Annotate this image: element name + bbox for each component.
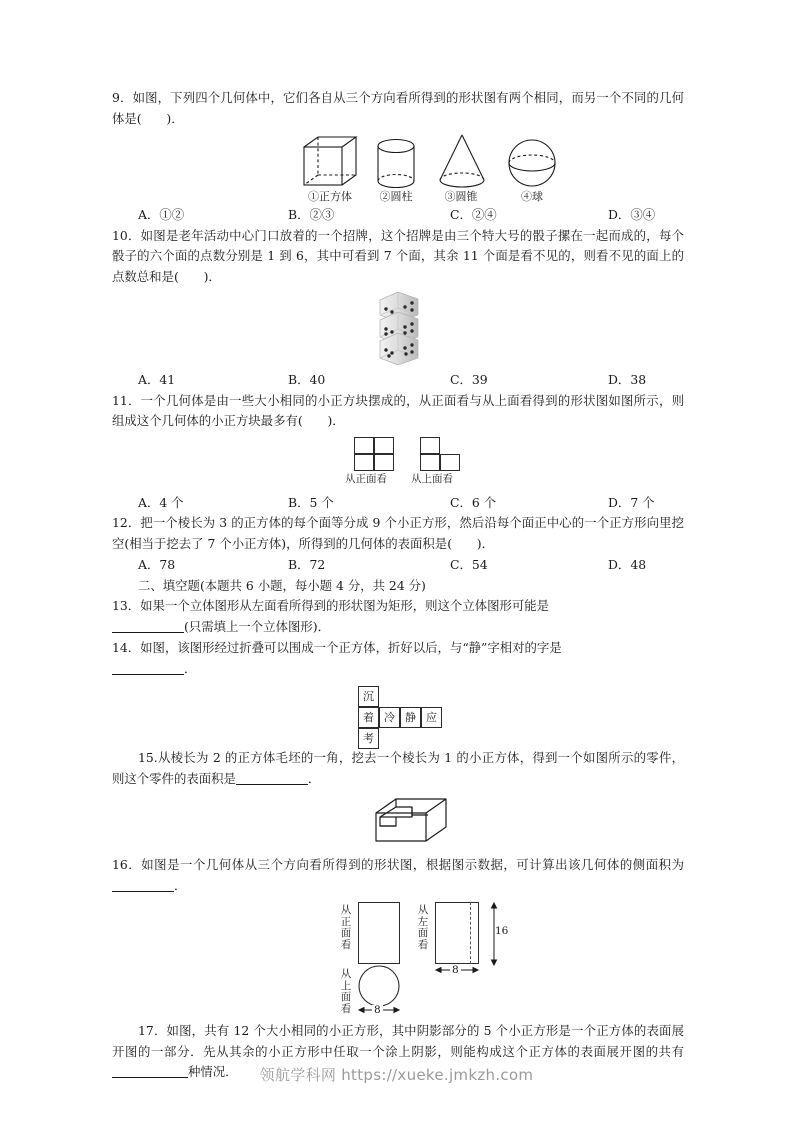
option-d[interactable]: D．③④ bbox=[608, 207, 656, 222]
stacked-dice-photo bbox=[370, 288, 426, 368]
question-11-options bbox=[112, 493, 684, 514]
net-cell: 考 bbox=[358, 728, 379, 749]
option-b[interactable]: B．72 bbox=[288, 557, 326, 572]
top-view-label: 从上面看 bbox=[411, 472, 453, 485]
question-14-figure bbox=[112, 682, 684, 748]
option-d[interactable]: D．48 bbox=[608, 557, 647, 572]
front-view-cell bbox=[374, 437, 394, 454]
cylinder-icon bbox=[372, 137, 420, 191]
option-d[interactable]: D．38 bbox=[608, 372, 647, 387]
option-a[interactable]: A．①② bbox=[138, 207, 185, 222]
question-16-text bbox=[112, 855, 684, 896]
top-view-circle bbox=[358, 965, 400, 1007]
dimension-label-width: 8 bbox=[374, 1004, 381, 1016]
answer-blank-16[interactable] bbox=[112, 878, 174, 892]
solid-caption-cube: ①正方体 bbox=[308, 190, 352, 203]
top-view-cell bbox=[440, 454, 460, 471]
front-view-label: 从正面看 bbox=[345, 472, 387, 485]
question-11-figure bbox=[112, 435, 684, 493]
option-a[interactable]: A．41 bbox=[138, 372, 176, 387]
section-heading-text: 二、填空题(本题共 6 小题，每小题 4 分，共 24 分) bbox=[138, 577, 426, 593]
question-15-before: 15.从棱长为 2 的正方体毛坯的一角，挖去一个棱长为 1 的小正方体，得到一个如图所示的零件，则这个零件的表面积是 bbox=[112, 750, 684, 786]
front-view-cell bbox=[354, 437, 374, 454]
dimension-label-left-width: 8 bbox=[452, 964, 459, 976]
question-9-figure bbox=[112, 133, 684, 205]
answer-blank-13[interactable] bbox=[112, 619, 184, 633]
option-b[interactable]: B．40 bbox=[288, 372, 326, 387]
net-cell: 静 bbox=[400, 707, 421, 728]
cone-icon bbox=[434, 133, 490, 191]
front-view-cell bbox=[374, 454, 394, 471]
question-13-text bbox=[112, 596, 684, 637]
question-17-after: 种情况． bbox=[188, 1064, 238, 1079]
option-c[interactable]: C．②④ bbox=[450, 207, 497, 222]
question-10-figure bbox=[112, 288, 684, 370]
front-view-cell bbox=[354, 454, 374, 471]
top-view-cell bbox=[420, 454, 440, 471]
question-13-after: (只需填上一个立体图形)． bbox=[184, 618, 330, 634]
front-view-label: 从 正 面 看 bbox=[340, 904, 352, 951]
dimension-label-height: 16 bbox=[495, 925, 509, 937]
net-cell: 冷 bbox=[379, 707, 400, 728]
question-14-text bbox=[112, 638, 684, 679]
question-12-text: 12．把一个棱长为 3 的正方体的每个面等分成 9 个小正方形，然后沿每个面正中心的一个正方形向里挖空(相当于挖去了 7 个小正方体)，所得到的几何体的表面积是( )． bbox=[112, 515, 684, 551]
question-16-after: ． bbox=[174, 877, 187, 893]
option-a[interactable]: A．4 个 bbox=[138, 494, 184, 510]
question-17-before: 17．如图，共有 12 个大小相同的小正方形，其中阴影部分的 5 个小正方形是一个正方体的表面展开图的一部分．先从其余的小正方形中任取一个涂上阴影，则能构成这个正方体的表面展开图的共有 bbox=[112, 1023, 684, 1059]
net-cell: 沉 bbox=[358, 686, 379, 707]
option-b[interactable]: B．5 个 bbox=[288, 494, 334, 510]
solid-caption-sphere: ④球 bbox=[521, 190, 543, 203]
option-c[interactable]: C．54 bbox=[450, 557, 488, 572]
question-13-before: 13．如果一个立体图形从左面看所得到的形状图为矩形，则这个立体图形可能是 bbox=[112, 598, 550, 613]
page-content bbox=[112, 88, 684, 1084]
question-15-text bbox=[112, 748, 684, 789]
solid-caption-cone: ③圆锥 bbox=[444, 190, 478, 203]
option-a[interactable]: A．78 bbox=[138, 557, 176, 572]
question-16-before: 16．如图是一个几何体从三个方向看所得到的形状图，根据图示数据，可计算出该几何体的侧面积为 bbox=[112, 857, 684, 872]
option-c[interactable]: C．6 个 bbox=[450, 494, 497, 510]
sphere-icon bbox=[506, 137, 558, 189]
question-9-text: 9．如图，下列四个几何体中，它们各自从三个方向看所得到的形状图有两个相同，而另一个不同的几何体是( )． bbox=[112, 90, 684, 126]
net-cell: 应 bbox=[421, 707, 442, 728]
option-b[interactable]: B．②③ bbox=[288, 207, 335, 222]
question-10-options bbox=[112, 370, 684, 391]
question-15-after: ． bbox=[307, 770, 321, 786]
question-12-options bbox=[112, 555, 684, 576]
net-cell: 着 bbox=[358, 707, 379, 728]
question-10-text: 10．如图是老年活动中心门口放着的一个招牌，这个招牌是由三个特大号的骰子摞在一起而成的，每个骰子的六个面的点数分别是 1 到 6，其中可看到 7 个面，其余 11 个面是看不见的，则看不见的面上的点数总和是( )． bbox=[112, 227, 684, 284]
section-heading bbox=[112, 576, 684, 597]
question-9-options bbox=[112, 205, 684, 226]
option-d[interactable]: D．7 个 bbox=[608, 494, 655, 510]
top-view-label: 从 上 面 看 bbox=[340, 968, 352, 1015]
question-14-after: ． bbox=[184, 660, 197, 676]
question-16-figure bbox=[112, 899, 684, 1021]
left-view-rect bbox=[435, 902, 479, 964]
option-c[interactable]: C．39 bbox=[450, 372, 488, 387]
answer-blank-15[interactable] bbox=[236, 771, 308, 785]
question-11-text: 11．一个几何体是由一些大小相同的小正方块摆成的，从正面看与从上面看得到的形状图如图所示，则组成这个几何体的小正方块最多有( )． bbox=[112, 392, 684, 428]
question-14-before: 14．如图，该图形经过折叠可以围成一个正方体，折好以后，与“静”字相对的字是 bbox=[112, 640, 562, 655]
cube-icon bbox=[300, 133, 360, 191]
top-view-cell bbox=[420, 437, 440, 454]
footer-watermark: 领航学科网 https://xueke.jmkzh.com bbox=[259, 1066, 534, 1084]
notched-cube-icon bbox=[368, 793, 454, 851]
left-view-divider bbox=[470, 902, 471, 964]
question-15-figure bbox=[112, 791, 684, 855]
solid-caption-cylinder: ②圆柱 bbox=[379, 190, 413, 203]
answer-blank-14[interactable] bbox=[112, 661, 184, 675]
front-view-rect bbox=[358, 902, 400, 964]
left-view-label: 从 左 面 看 bbox=[417, 904, 429, 951]
